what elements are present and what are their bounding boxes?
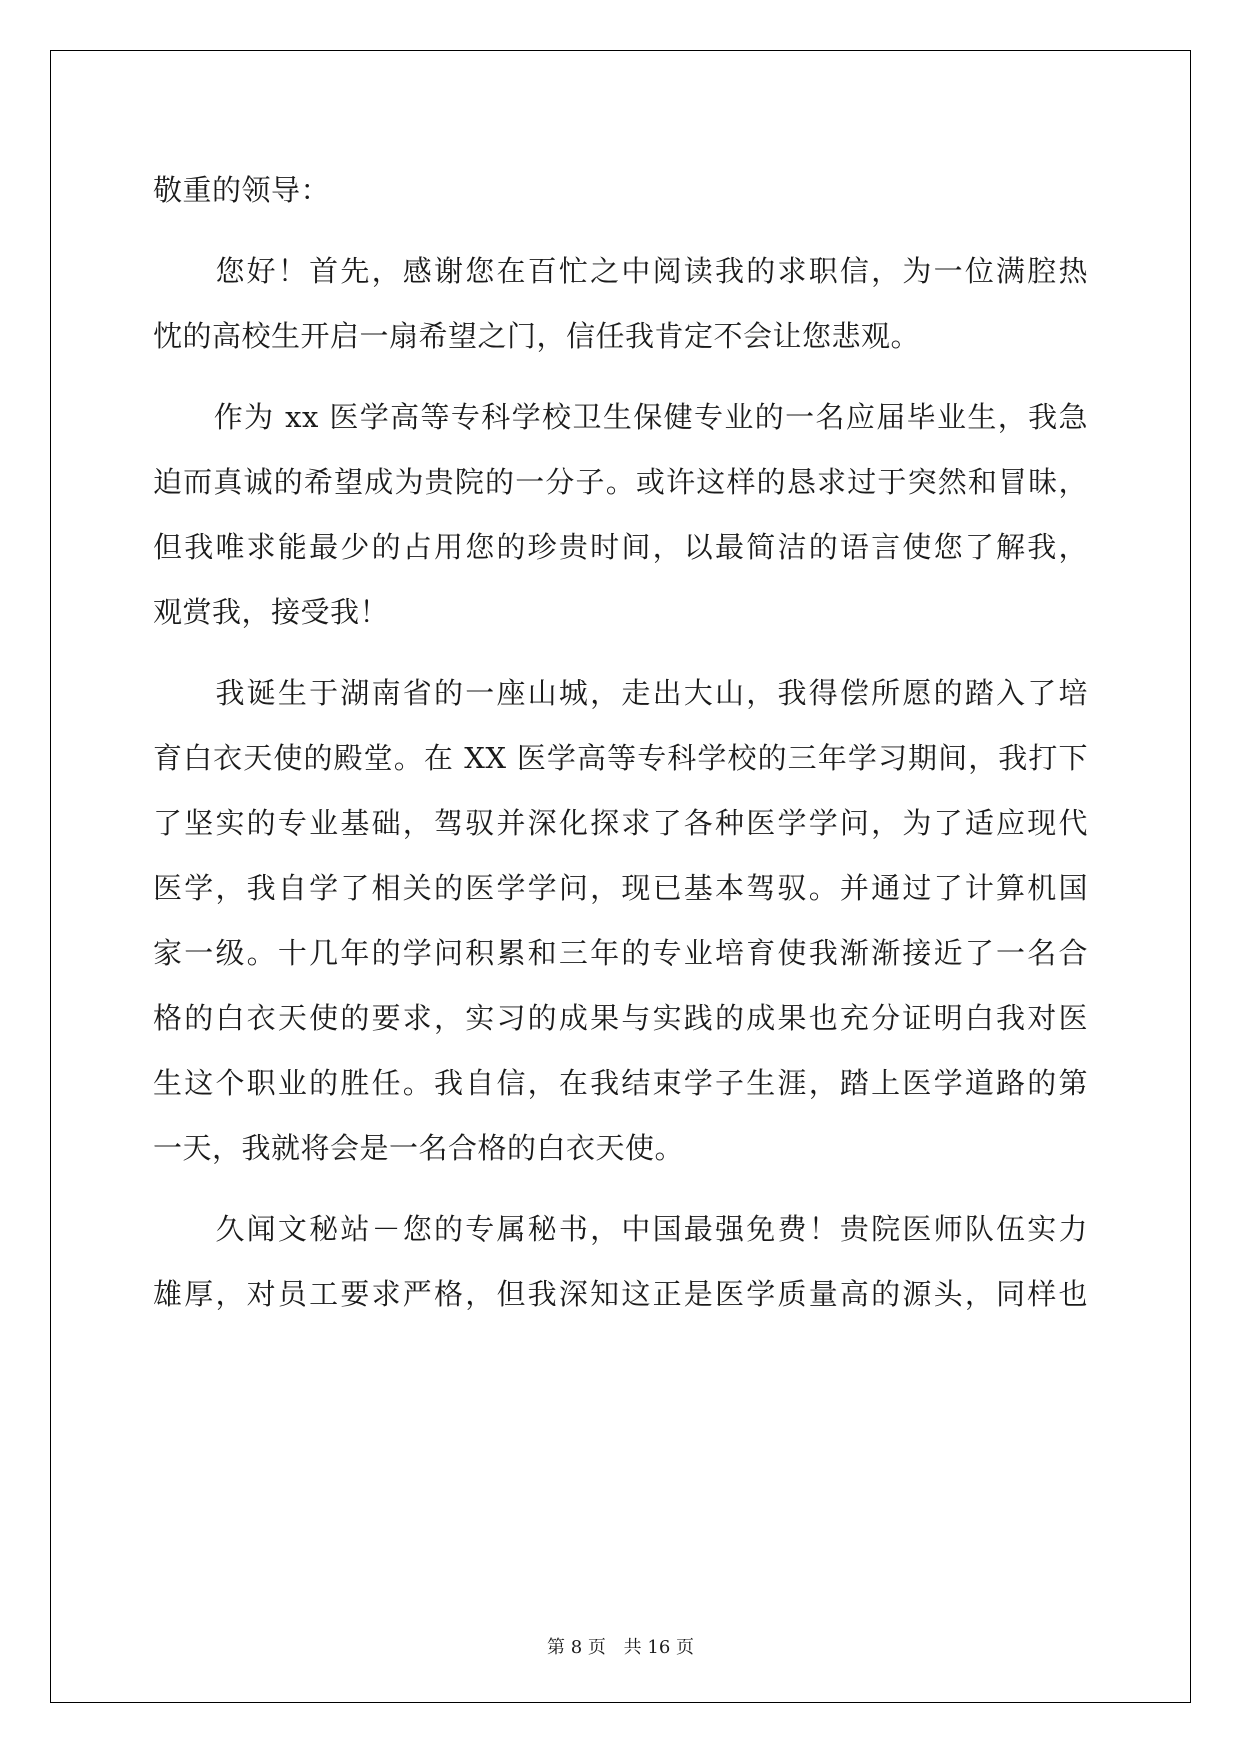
paragraph-line: 医学，我自学了相关的医学学问，现已基本驾驭。并通过了计算机国 [153,871,1088,905]
page-number: 第 8 页 [547,1637,606,1658]
page-total: 共 16 页 [623,1637,694,1658]
paragraph-line: 观赏我，接受我！ [153,595,390,629]
paragraph-line: 但我唯求能最少的占用您的珍贵时间，以最简洁的语言使您了解我， [153,530,1088,564]
paragraph-line: 我诞生于湖南省的一座山城，走出大山，我得偿所愿的踏入了培 [153,676,1088,710]
paragraph-line: 育白衣天使的殿堂。在 XX 医学高等专科学校的三年学习期间，我打下 [153,741,1088,775]
paragraph-line: 家一级。十几年的学问积累和三年的专业培育使我渐渐接近了一名合 [153,936,1088,970]
paragraph-gap [153,645,1088,661]
salutation: 敬重的领导： [153,173,331,207]
letter-body [153,158,1088,1327]
paragraph-line: 迫而真诚的希望成为贵院的一分子。或许这样的恳求过于突然和冒昧， [153,465,1088,499]
paragraph-line: 久闻文秘站－您的专属秘书，中国最强免费！贵院医师队伍实力 [153,1212,1088,1246]
paragraph-gap [153,369,1088,385]
page-footer [0,1633,1241,1659]
paragraph-line: 您好！首先，感谢您在百忙之中阅读我的求职信，为一位满腔热 [153,254,1088,288]
paragraph-line: 一天，我就将会是一名合格的白衣天使。 [153,1131,685,1165]
paragraph-introduction [153,385,1088,645]
paragraph-greeting [153,239,1088,369]
paragraph-gap [153,1181,1088,1197]
paragraph-line: 格的白衣天使的要求，实习的成果与实践的成果也充分证明白我对医 [153,1001,1088,1035]
paragraph-hospital [153,1197,1088,1327]
paragraph-line: 了坚实的专业基础，驾驭并深化探求了各种医学学问，为了适应现代 [153,806,1088,840]
paragraph-line: 忱的高校生开启一扇希望之门，信任我肯定不会让您悲观。 [153,319,921,353]
paragraph-line: 雄厚，对员工要求严格，但我深知这正是医学质量高的源头，同样也 [153,1277,1088,1311]
paragraph-gap [153,223,1088,239]
paragraph-background [153,661,1088,1181]
paragraph-line: 作为 xx 医学高等专科学校卫生保健专业的一名应届毕业生，我急 [153,400,1088,434]
paragraph-line: 生这个职业的胜任。我自信，在我结束学子生涯，踏上医学道路的第 [153,1066,1088,1100]
